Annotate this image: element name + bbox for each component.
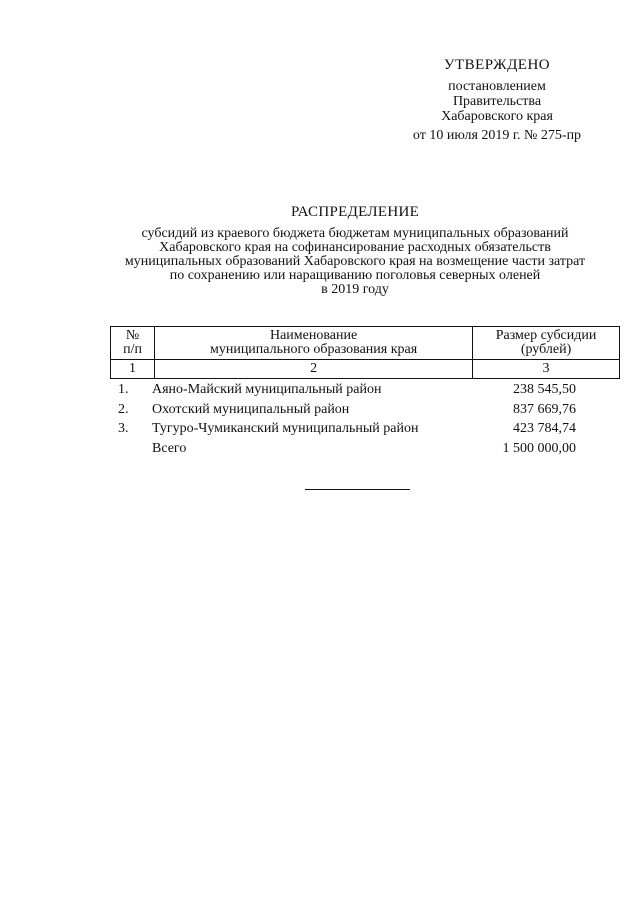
row-number: 2. <box>118 401 129 417</box>
table-row <box>110 402 620 422</box>
row-amount: 238 545,50 <box>513 382 576 397</box>
header-name-line-2: муниципального образования края <box>209 342 418 357</box>
document-title: РАСПРЕДЕЛЕНИЕ <box>290 204 420 220</box>
document-title-block <box>90 205 620 297</box>
row-district-name: Тугуро-Чумиканский муниципальный район <box>152 421 419 436</box>
subtitle-line-4: по сохранению или наращиванию поголовья северных оленей <box>169 268 541 283</box>
row-district-name: Аяно-Майский муниципальный район <box>152 382 382 397</box>
approval-line-1: постановлением <box>448 79 546 94</box>
column-number-row <box>111 360 620 379</box>
column-number-1: 1 <box>111 360 155 379</box>
row-number: 3. <box>118 421 129 436</box>
subtitle-line-1: субсидий из краевого бюджета бюджетам муниципальных образований <box>141 226 569 241</box>
distribution-rows <box>110 382 620 460</box>
closing-separator-line <box>305 489 410 490</box>
total-label: Всего <box>152 440 187 456</box>
total-row <box>110 441 620 461</box>
approval-heading: УТВЕРЖДЕНО <box>443 57 551 73</box>
row-district-name: Охотский муниципальный район <box>152 401 350 417</box>
column-number-2: 2 <box>155 360 473 379</box>
subtitle-line-5: в 2019 году <box>321 282 389 297</box>
header-amount-line-2: (рублей) <box>520 342 572 357</box>
header-number-line-1: № <box>125 328 140 343</box>
table-row <box>110 382 620 402</box>
header-amount-line-1: Размер субсидии <box>495 328 597 343</box>
header-number <box>111 327 155 360</box>
table-row <box>110 421 620 441</box>
total-amount: 1 500 000,00 <box>502 440 576 456</box>
approval-block <box>392 58 602 143</box>
approval-line-3: Хабаровского края <box>441 109 553 124</box>
table-header-row <box>111 327 620 360</box>
header-name-line-1: Наименование <box>269 328 358 343</box>
approval-line-2: Правительства <box>452 94 542 109</box>
row-amount: 423 784,74 <box>513 421 576 436</box>
header-name <box>155 327 473 360</box>
row-number: 1. <box>118 382 129 397</box>
header-number-line-2: п/п <box>123 342 142 357</box>
approval-date-line: от 10 июля 2019 г. № 275-пр <box>412 128 582 143</box>
row-amount: 837 669,76 <box>513 401 576 417</box>
distribution-table-header <box>110 326 620 379</box>
column-number-3: 3 <box>473 360 620 379</box>
header-amount <box>473 327 620 360</box>
subtitle-line-2: Хабаровского края на софинансирование расходных обязательств <box>159 240 551 255</box>
subtitle-line-3: муниципальных образований Хабаровского края на возмещение части затрат <box>124 254 586 269</box>
